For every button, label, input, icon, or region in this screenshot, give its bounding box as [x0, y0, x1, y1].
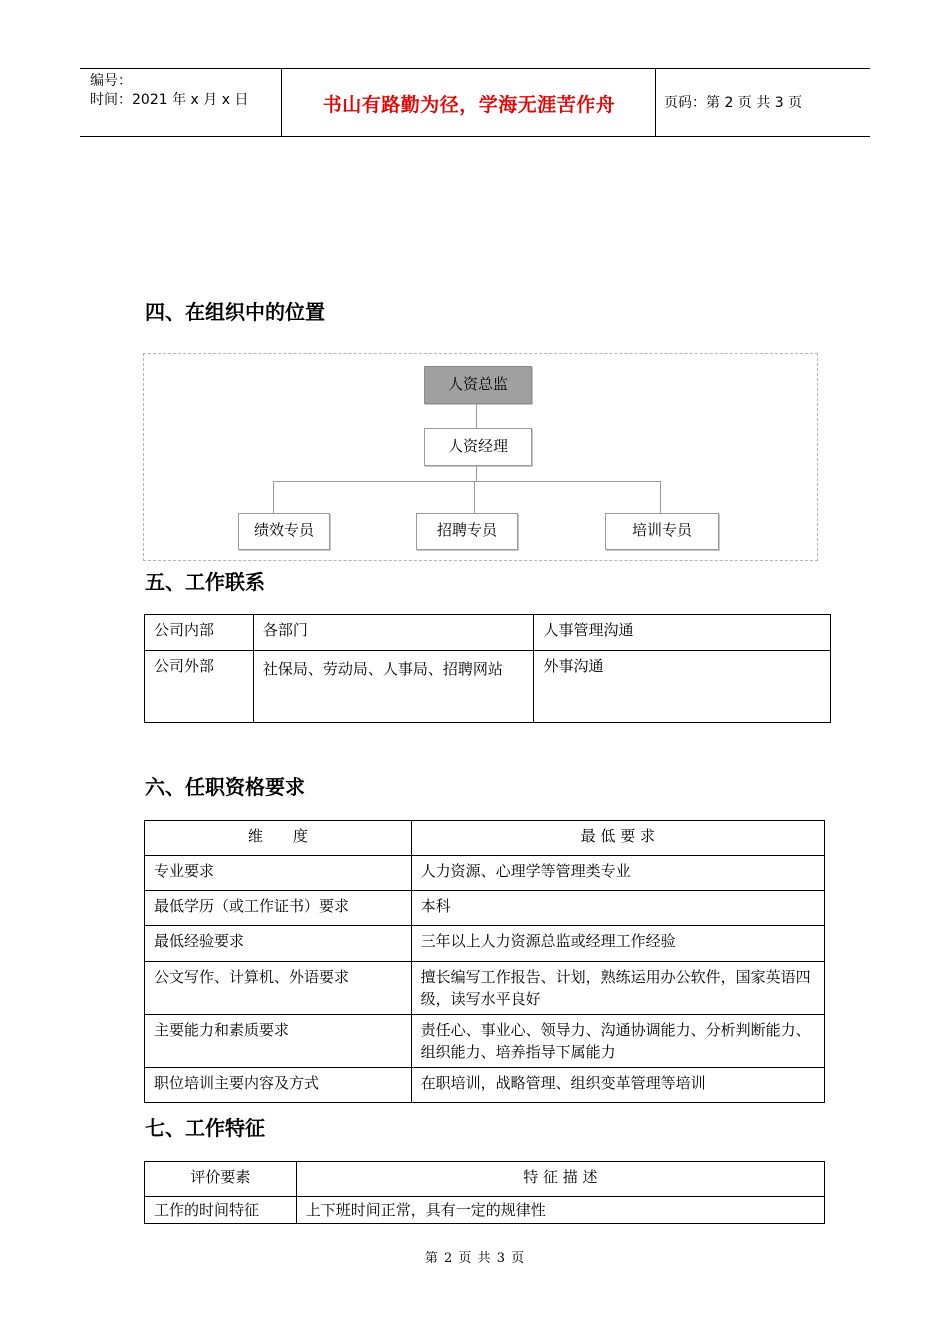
table-cell: 人事管理沟通 [534, 615, 831, 651]
table-cell: 上下班时间正常，具有一定的规律性 [296, 1197, 824, 1224]
org-connector [474, 481, 475, 513]
table-cell: 工作的时间特征 [145, 1197, 297, 1224]
header-divider [655, 68, 656, 136]
header-divider [281, 68, 282, 136]
table-cell: 公司内部 [145, 615, 254, 651]
table-cell: 在职培训，战略管理、组织变革管理等培训 [411, 1068, 824, 1103]
table-cell: 公司外部 [145, 651, 254, 723]
org-node-manager: 人资经理 [424, 428, 532, 466]
table-row [145, 891, 825, 926]
org-node-recruiting: 招聘专员 [416, 513, 518, 550]
table-row [145, 962, 825, 1015]
table-cell: 外事沟通 [534, 651, 831, 723]
header-number: 编号： [90, 73, 132, 89]
section-title: 七、工作特征 [145, 1116, 265, 1140]
header-time: 时间：2021 年 x 月 x 日 [90, 92, 249, 108]
table-cell: 社保局、劳动局、人事局、招聘网站 [253, 651, 534, 723]
table-row [145, 1015, 825, 1068]
table-cell: 三年以上人力资源总监或经理工作经验 [411, 926, 824, 962]
header-page-label: 页码：第 2 页 共 3 页 [664, 95, 803, 111]
table-row [145, 926, 825, 962]
table-cell: 人力资源、心理学等管理类专业 [411, 856, 824, 891]
table-cell: 责任心、事业心、领导力、沟通协调能力、分析判断能力、组织能力、培养指导下属能力 [411, 1015, 824, 1068]
org-connector [273, 481, 274, 513]
table-cell: 各部门 [253, 615, 534, 651]
header-bottom-rule [80, 136, 870, 137]
section-title: 六、任职资格要求 [145, 775, 305, 799]
table-row [145, 651, 831, 723]
table-cell: 本科 [411, 891, 824, 926]
table-row [145, 856, 825, 891]
org-connector [660, 481, 661, 513]
work-feature-table [144, 1161, 825, 1224]
table-cell: 最低经验要求 [145, 926, 412, 962]
org-connector [273, 481, 661, 482]
section-title: 四、在组织中的位置 [145, 300, 325, 324]
header-motto: 书山有路勤为径，学海无涯苦作舟 [322, 94, 616, 116]
table-row [145, 1197, 825, 1224]
table-header: 最 低 要 求 [411, 821, 824, 856]
header-top-rule [80, 68, 870, 69]
table-row [145, 615, 831, 651]
table-cell: 公文写作、计算机、外语要求 [145, 962, 412, 1015]
table-cell: 职位培训主要内容及方式 [145, 1068, 412, 1103]
org-node-director: 人资总监 [424, 366, 532, 404]
table-cell: 专业要求 [145, 856, 412, 891]
org-connector [476, 466, 477, 482]
table-row [145, 1068, 825, 1103]
table-header: 评价要素 [145, 1162, 297, 1197]
contact-table [144, 614, 831, 723]
table-cell: 最低学历（或工作证书）要求 [145, 891, 412, 926]
table-cell: 主要能力和素质要求 [145, 1015, 412, 1068]
org-node-training: 培训专员 [605, 513, 719, 550]
qualification-table [144, 820, 825, 1103]
table-row [145, 1162, 825, 1197]
table-row [145, 821, 825, 856]
org-connector [476, 404, 477, 428]
page-footer: 第 2 页 共 3 页 [424, 1251, 526, 1266]
org-node-performance: 绩效专员 [238, 513, 330, 550]
table-header: 维 度 [145, 821, 412, 856]
section-title: 五、工作联系 [145, 570, 265, 594]
table-cell: 擅长编写工作报告、计划，熟练运用办公软件，国家英语四级，读写水平良好 [411, 962, 824, 1015]
table-header: 特 征 描 述 [296, 1162, 824, 1197]
